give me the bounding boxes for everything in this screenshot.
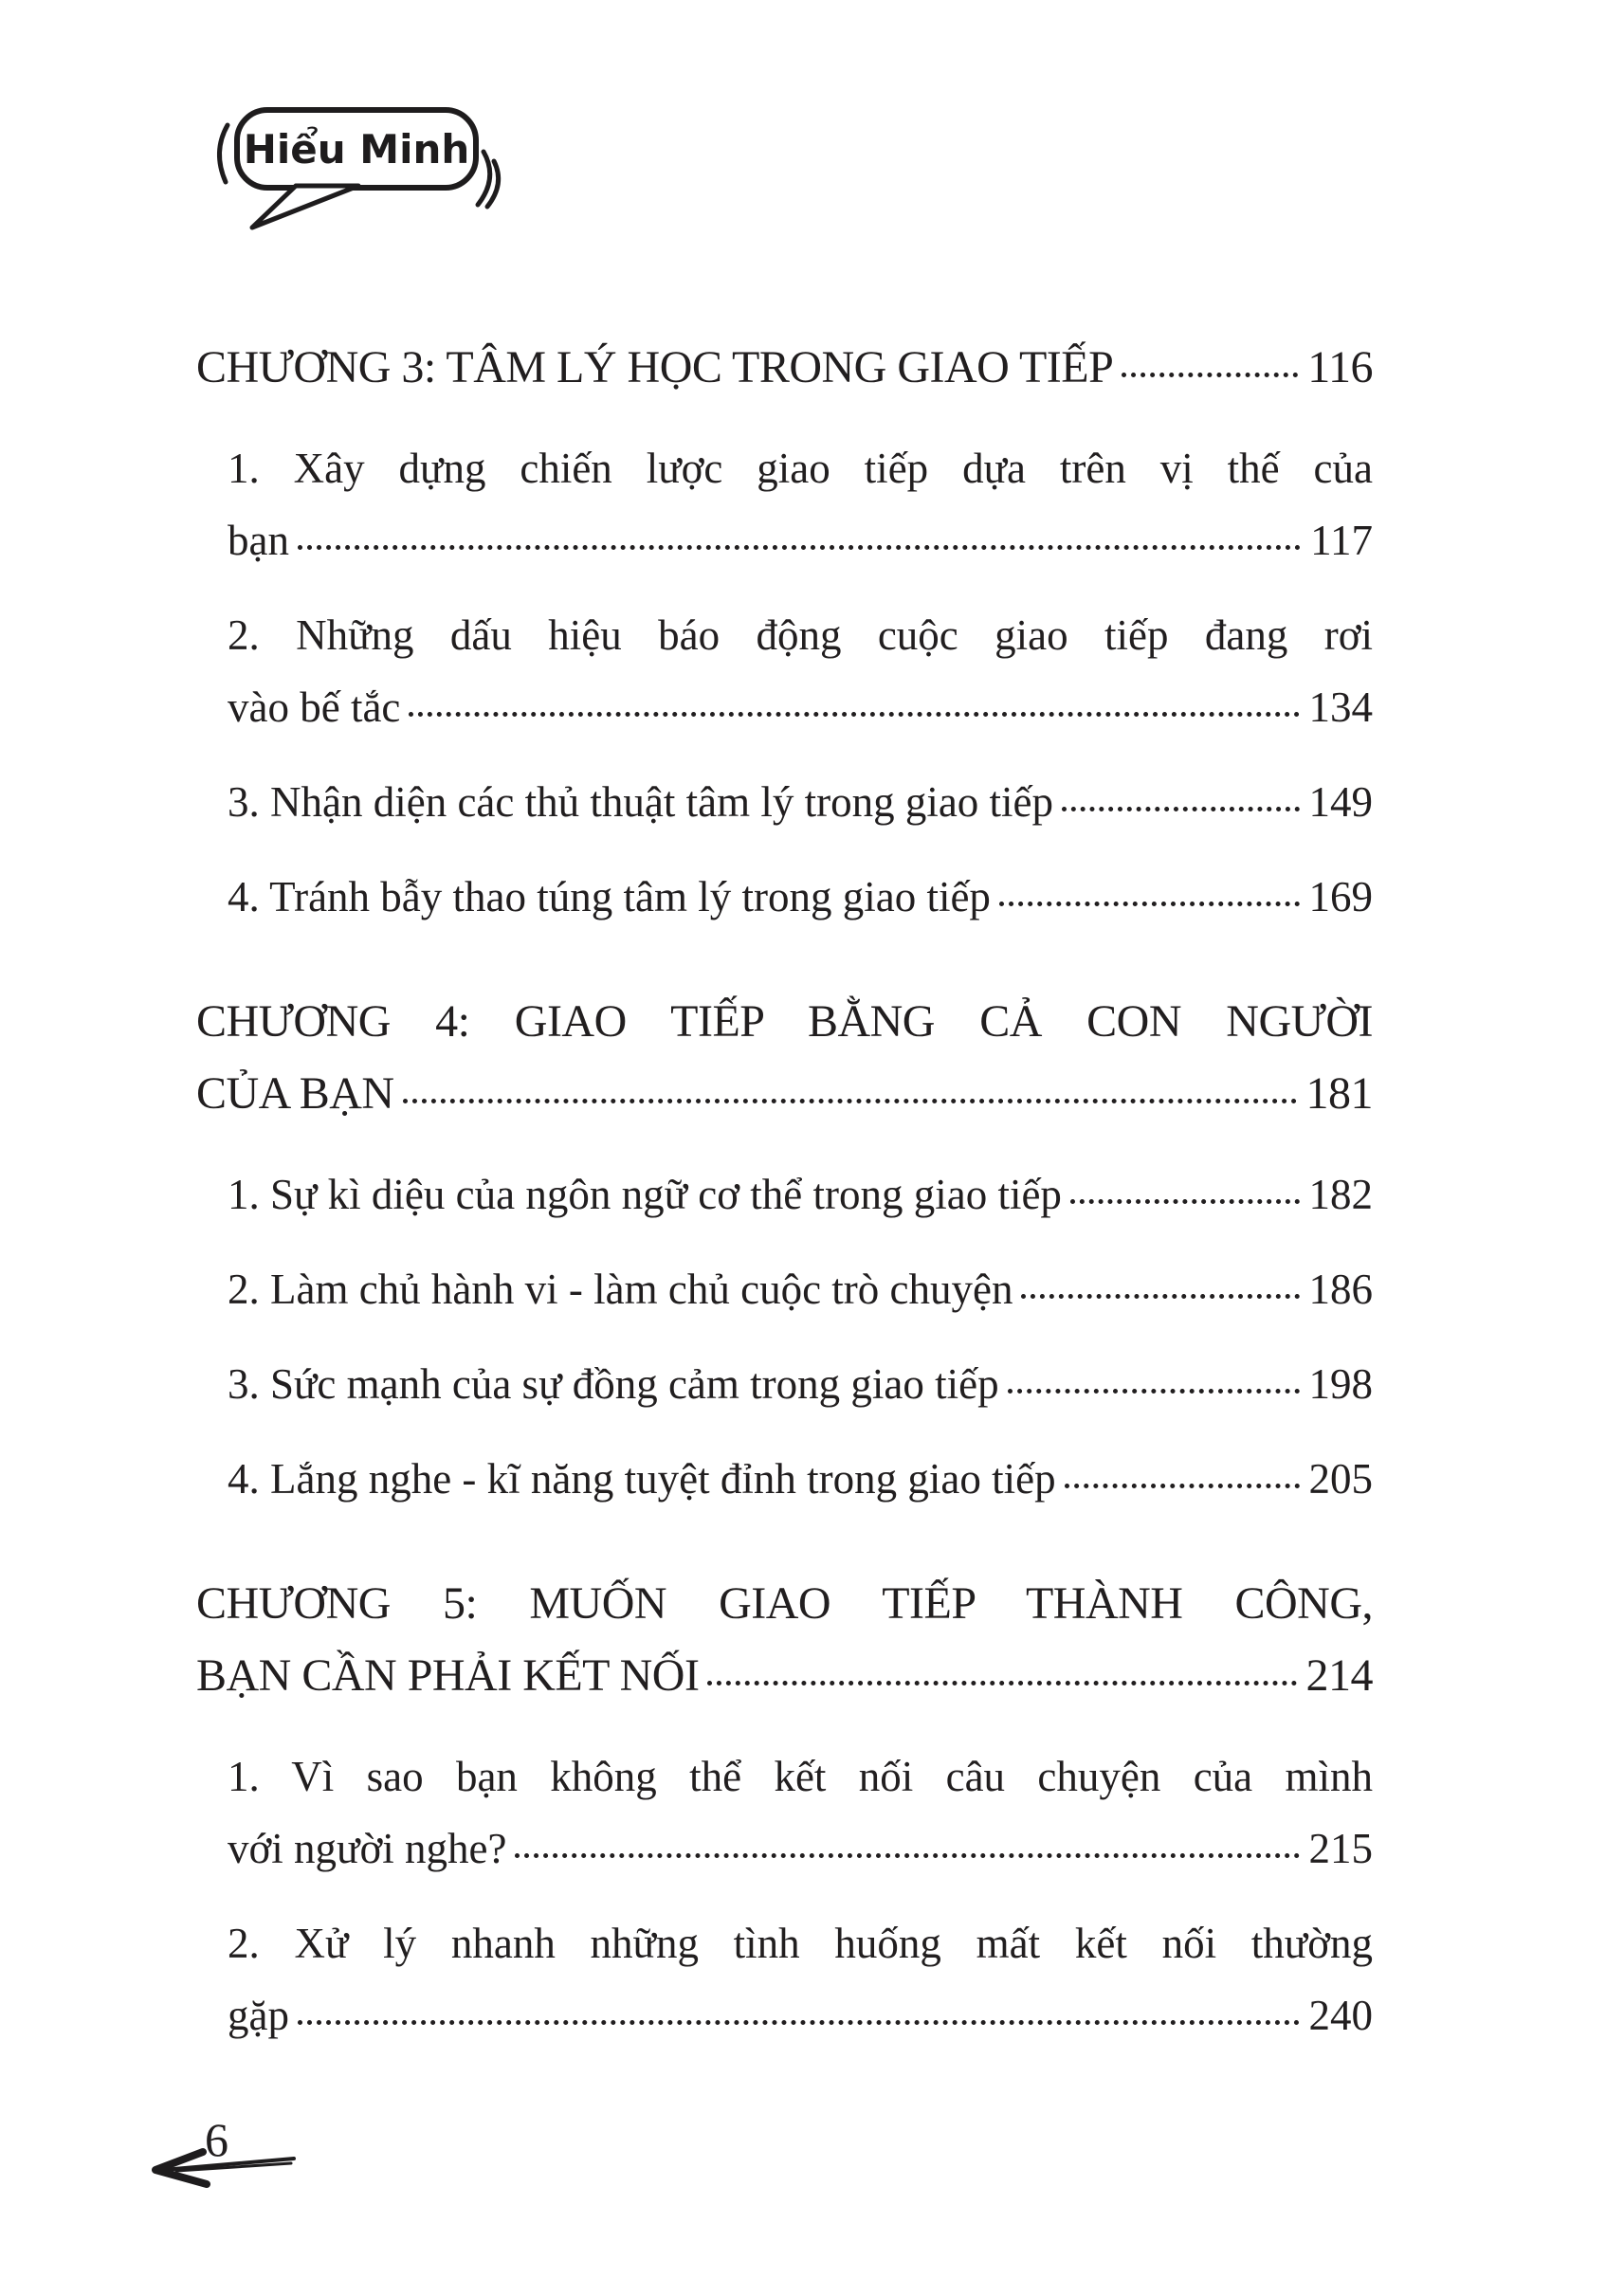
- dot-leader: [1062, 807, 1299, 811]
- toc-entry-line: [196, 1348, 1373, 1420]
- publisher-logo-text: Hiểu Minh: [243, 126, 470, 173]
- line-text: 2. Làm chủ hành vi - làm chủ cuộc trò chuyện: [228, 1266, 1013, 1313]
- dot-leader: [1122, 373, 1298, 377]
- toc: [196, 332, 1373, 2051]
- toc-entry-line: [196, 671, 1373, 743]
- line-text: CỦA BẠN: [196, 1068, 394, 1119]
- page-ref-number: 198: [1308, 1360, 1373, 1408]
- dot-leader: [298, 2020, 1300, 2025]
- line-text: vào bế tắc: [228, 683, 401, 731]
- toc-entry-line: [196, 766, 1373, 838]
- dot-leader: [1008, 1389, 1300, 1394]
- dot-leader: [1065, 1484, 1300, 1488]
- chapter-heading-line: [196, 1640, 1373, 1712]
- page-ref-number: 181: [1305, 1068, 1373, 1119]
- toc-entry-line: [196, 504, 1373, 576]
- page-ref-number: 117: [1310, 517, 1373, 564]
- dot-leader: [1070, 1199, 1300, 1204]
- page-ref-number: 214: [1305, 1650, 1373, 1701]
- line-text: 4. Tránh bẫy thao túng tâm lý trong giao tiếp: [228, 873, 991, 920]
- toc-entry-line: [196, 1813, 1373, 1885]
- page-ref-number: 215: [1308, 1825, 1373, 1872]
- page-ref-number: 240: [1308, 1992, 1373, 2039]
- page-ref-number: 182: [1308, 1171, 1373, 1218]
- toc-entry-line: [196, 1253, 1373, 1325]
- toc-entry-line: [196, 1979, 1373, 2051]
- page-ref-number: 116: [1307, 342, 1373, 392]
- toc-section: [196, 332, 1373, 933]
- toc-entry-line: 1. Xây dựng chiến lược giao tiếp dựa trên vị thế của: [228, 445, 1373, 492]
- dot-leader: [298, 545, 1301, 550]
- toc-entry-line: 2. Xử lý nhanh những tình huống mất kết nối thường: [228, 1920, 1373, 1967]
- dot-leader: [403, 1099, 1297, 1103]
- page-ref-number: 149: [1308, 778, 1373, 826]
- line-text: 3. Nhận diện các thủ thuật tâm lý trong giao tiếp: [228, 778, 1054, 826]
- toc-entry-line: [196, 1443, 1373, 1515]
- toc-section: [196, 986, 1373, 1515]
- dot-leader: [999, 902, 1300, 906]
- folio-page-number: 6: [205, 2113, 228, 2166]
- line-text: với người nghe?: [228, 1825, 507, 1872]
- publisher-logo-speech-bubble-icon: [186, 99, 513, 243]
- line-text: 3. Sức mạnh của sự đồng cảm trong giao tiếp: [228, 1360, 999, 1408]
- line-text: bạn: [228, 517, 289, 564]
- toc-section: [196, 1568, 1373, 2051]
- chapter-heading-line: CHƯƠNG 5: MUỐN GIAO TIẾP THÀNH CÔNG,: [196, 1578, 1373, 1629]
- dot-leader: [409, 712, 1299, 717]
- page-ref-number: 169: [1308, 873, 1373, 920]
- line-text: CHƯƠNG 3: TÂM LÝ HỌC TRONG GIAO TIẾP: [196, 342, 1114, 392]
- chapter-heading-line: CHƯƠNG 4: GIAO TIẾP BẰNG CẢ CON NGƯỜI: [196, 996, 1373, 1047]
- chapter-heading-line: [196, 1058, 1373, 1130]
- toc-entry-line: 1. Vì sao bạn không thể kết nối câu chuyện của mình: [228, 1753, 1373, 1800]
- toc-entry-line: [196, 1158, 1373, 1230]
- left-arrow-icon: [144, 2146, 301, 2190]
- dot-leader: [515, 1853, 1299, 1858]
- line-text: BẠN CẦN PHẢI KẾT NỐI: [196, 1650, 700, 1701]
- toc-entry-line: 2. Những dấu hiệu báo động cuộc giao tiếp đang rơi: [228, 611, 1373, 659]
- line-text: 4. Lắng nghe - kĩ năng tuyệt đỉnh trong giao tiếp: [228, 1455, 1056, 1503]
- chapter-heading-line: [196, 332, 1373, 404]
- page-ref-number: 205: [1308, 1455, 1373, 1503]
- dot-leader: [1021, 1294, 1299, 1299]
- page-ref-number: 134: [1308, 683, 1373, 731]
- page-ref-number: 186: [1308, 1266, 1373, 1313]
- line-text: 1. Sự kì diệu của ngôn ngữ cơ thể trong giao tiếp: [228, 1171, 1062, 1218]
- line-text: gặp: [228, 1992, 289, 2039]
- toc-entry-line: [196, 861, 1373, 933]
- dot-leader: [707, 1681, 1296, 1686]
